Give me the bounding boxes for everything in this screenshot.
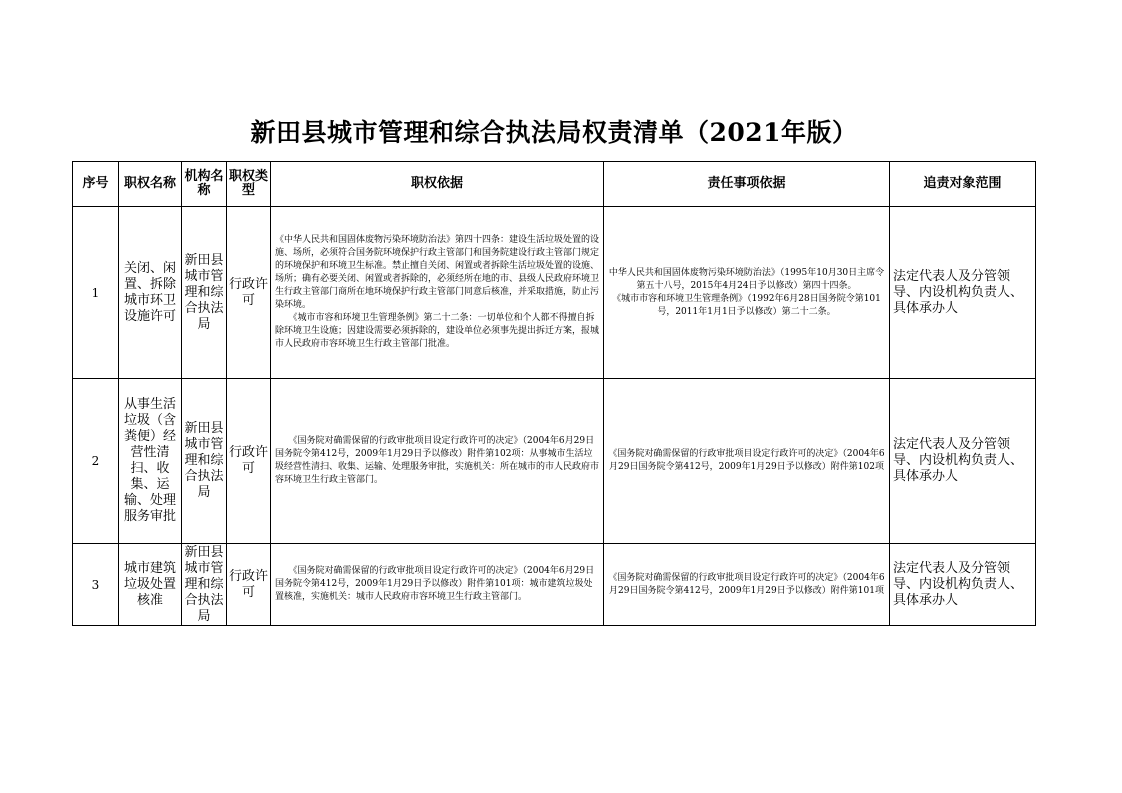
row-power-type: 行政许可: [227, 207, 271, 379]
row-power-basis: [271, 207, 604, 379]
header-power-basis: 职权依据: [271, 162, 604, 207]
header-duty-basis: 责任事项依据: [604, 162, 890, 207]
row-power-type: 行政许可: [227, 379, 271, 544]
row-power-name: 城市建筑垃圾处置核准: [119, 544, 182, 626]
table-header-row: [73, 162, 1036, 207]
row-power-name: 从事生活垃圾（含粪便）经营性清扫、收集、运输、处理服务审批: [119, 379, 182, 544]
header-power-type: 职权类型: [227, 162, 271, 207]
header-org-name: 机构名称: [182, 162, 227, 207]
row-seq: 1: [73, 207, 119, 379]
row-org-name: 新田县城市管理和综合执法局: [182, 207, 227, 379]
duty-basis-paragraph: 《国务院对确需保留的行政审批项目设定行政许可的决定》（2004年6月29日国务院令第412号，2009年1月29日予以修改）附件第102项: [608, 449, 885, 472]
duty-basis-paragraph: 《城市市容和环境卫生管理条例》（1992年6月28日国务院令第101号，2011年1月1日予以修改）第二十二条。: [612, 293, 881, 317]
row-duty-basis: [604, 379, 890, 544]
row-duty-basis: [604, 544, 890, 626]
table-row: [73, 207, 1036, 379]
row-power-type: 行政许可: [227, 544, 271, 626]
row-power-basis: [271, 544, 604, 626]
power-basis-paragraph: 《城市市容和环境卫生管理条例》第二十二条：一切单位和个人都不得擅自拆除环境卫生设施；因建设需要必须拆除的，建设单位必须事先提出拆迁方案，报城市人民政府市容环境卫生行政主管部门批准。: [275, 313, 600, 349]
table-row: [73, 379, 1036, 544]
table-row: [73, 544, 1036, 626]
power-basis-paragraph: 《国务院对确需保留的行政审批项目设定行政许可的决定》（2004年6月29日国务院令第412号，2009年1月29日予以修改）附件第101项：城市建筑垃圾处置核准，实施机关：城市人民政府市容环境卫生行政主管部门。: [275, 566, 595, 602]
row-accountability: 法定代表人及分管领导、内设机构负责人、具体承办人: [890, 379, 1036, 544]
row-power-basis: [271, 379, 604, 544]
duty-basis-paragraph: 中华人民共和国固体废物污染环境防治法》（1995年10月30日主席令第五十八号，2015年4月24日予以修改）第四十四条。: [608, 267, 885, 291]
power-list-table: [72, 161, 1036, 626]
row-seq: 3: [73, 544, 119, 626]
duty-basis-paragraph: 《国务院对确需保留的行政审批项目设定行政许可的决定》（2004年6月29日国务院令第412号，2009年1月29日予以修改）附件第101项: [608, 572, 885, 596]
row-org-name: 新田县城市管理和综合执法局: [182, 379, 227, 544]
header-power-name: 职权名称: [119, 162, 182, 207]
page-title: 新田县城市管理和综合执法局权责清单（2021年版）: [250, 118, 858, 147]
row-accountability: 法定代表人及分管领导、内设机构负责人、具体承办人: [890, 544, 1036, 626]
power-basis-paragraph: 《中华人民共和国固体废物污染环境防治法》第四十四条：建设生活垃圾处置的设施、场所，必须符合国务院环境保护行政主管部门和国务院建设行政主管部门规定的环境保护和环境卫生标准。禁止擅自关闭、闲置或者拆除生活垃圾处置的设施、场所；确有必要关闭、闲置或者拆除的，必须经所在地的市、县级人民政府环境卫生行政主管部门商所在地环境保护行政主管部门同意后核准，并采取措施，防止污染环境。: [275, 235, 600, 310]
power-basis-paragraph: 《国务院对确需保留的行政审批项目设定行政许可的决定》（2004年6月29日国务院令第412号，2009年1月29日予以修改）附件第102项：从事城市生活垃圾经营性清扫、收集、运输、处理服务审批，实施机关：所在城市的市人民政府市容环境卫生行政主管部门。: [275, 436, 600, 485]
header-accountability: 追责对象范围: [890, 162, 1036, 207]
row-power-name: 关闭、闲置、拆除城市环卫设施许可: [119, 207, 182, 379]
header-seq: 序号: [73, 162, 119, 207]
row-accountability: 法定代表人及分管领导、内设机构负责人、具体承办人: [890, 207, 1036, 379]
row-duty-basis: [604, 207, 890, 379]
row-org-name: 新田县城市管理和综合执法局: [182, 544, 227, 626]
row-seq: 2: [73, 379, 119, 544]
